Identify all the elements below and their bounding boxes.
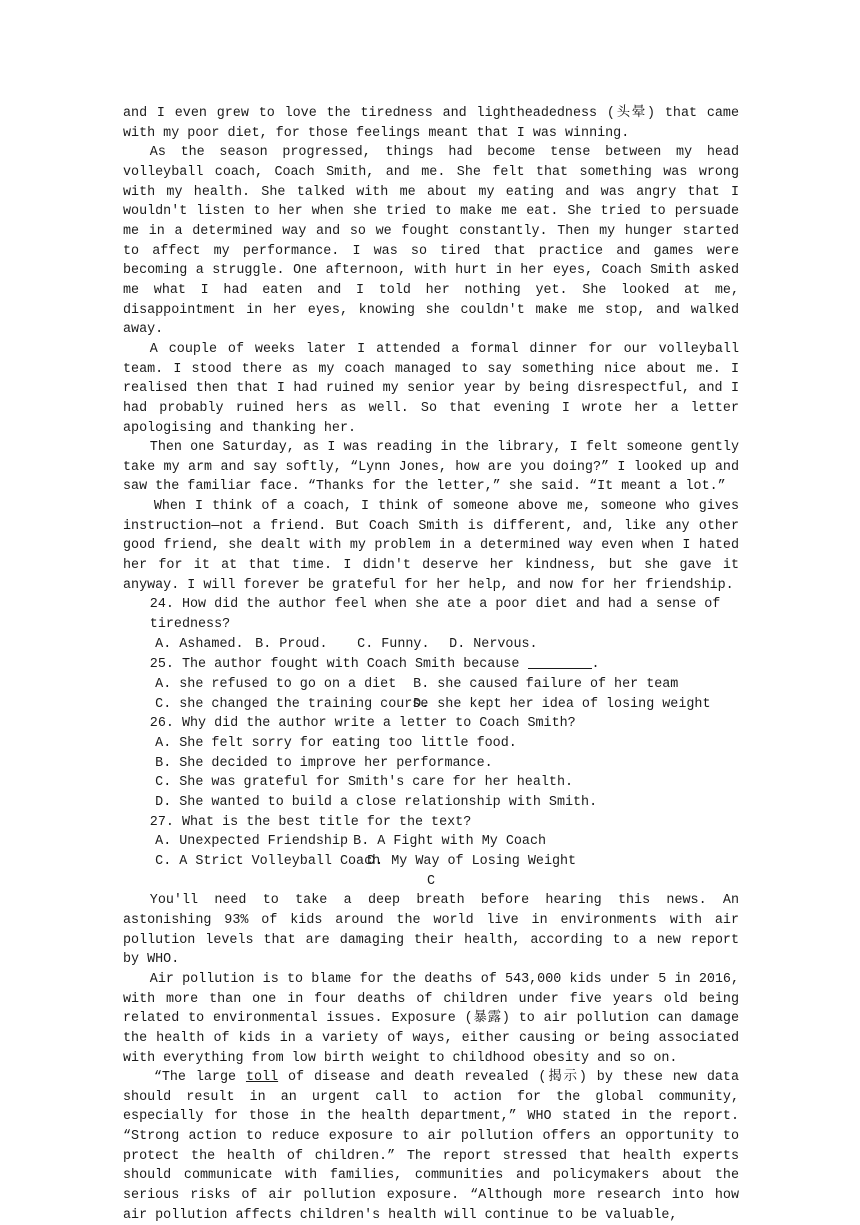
question-25-options-row-1 — [123, 675, 739, 695]
question-24-option-b[interactable]: B. Proud. — [255, 636, 328, 652]
question-24-option-a[interactable]: A. Ashamed. — [155, 636, 244, 652]
passage-b-paragraph-4: Then one Saturday, as I was reading in the library, I felt someone gently take my arm and say softly, “Lynn Jones, how are you doing?” I looked up and saw the familiar face. “Thanks for the letter,” she said. “It meant a lot.” — [123, 440, 739, 495]
question-25-stem — [123, 654, 739, 675]
passage-c-paragraph-3-rest: of disease and death revealed (揭示) by these new data should result in an urgent call to action for the global community, especially for those in the health department,” WHO stated in the report. “Strong action to reduce exposure to air pollution offers an opportunity to protect the health of children.” The report stressed that health experts should communicate with families, communities and policymakers about the serious risks of air pollution exposure. “Although more research into how air pollution affects children's health will continue to be valuable, — [123, 1070, 739, 1223]
passage-b-paragraph-2: As the season progressed, things had become tense between my head volleyball coach, Coach Smith, and me. She felt that something was wrong with my health. She talked with me about my eating and was angry that I wouldn't listen to her when she tried to make me eat. She tried to persuade me in a determined way and so we fought constantly. Then my hunger started to affect my performance. I was so tired that practice and games were becoming a struggle. One afternoon, with hurt in her eyes, Coach Smith asked me what I had eaten and I told her nothing yet. She looked at me, disappointment in her eyes, knowing she couldn't make me stop, and walked away. — [123, 145, 739, 338]
passage-c-paragraph-3-start: “The large — [153, 1070, 246, 1086]
question-25-stem-text: 25. The author fought with Coach Smith because — [149, 657, 520, 673]
passage-c-paragraph-2: Air pollution is to blame for the deaths of 543,000 kids under 5 in 2016, with more than one in four deaths of children under five years old being related to environmental issues. Exposure (暴露) to air pollution can damage the health of kids in a variety of ways, either causing or being associated with everything from low birth weight to childhood obesity and so on. — [123, 971, 739, 1066]
question-24-options — [123, 635, 739, 655]
passage-b-paragraph-1: and I even grew to love the tiredness and lightheadedness (头晕) that came with my poor diet, for those feelings meant that I was winning. — [123, 106, 739, 141]
question-27-options-row-1 — [123, 832, 739, 852]
question-27-stem: 27. What is the best title for the text? — [149, 814, 472, 830]
question-27-option-d[interactable]: D. My Way of Losing Weight — [367, 853, 577, 869]
question-26-stem: 26. Why did the author write a letter to Coach Smith? — [149, 716, 576, 732]
question-24-option-d[interactable]: D. Nervous. — [449, 636, 538, 652]
question-25-option-b[interactable]: B. she caused failure of her team — [413, 677, 679, 693]
question-26-option-a-row — [123, 734, 739, 754]
passage-c-paragraph-1: You'll need to take a deep breath before hearing this news. An astonishing 93% of kids around the world live in environments with air pollution levels that are damaging their health, according to a new report by WHO. — [123, 893, 739, 968]
underlined-word-toll: toll — [245, 1070, 279, 1086]
question-26-option-d-row — [123, 793, 739, 813]
passage-c-paragraph-3 — [123, 1068, 739, 1225]
question-27-option-b[interactable]: B. A Fight with My Coach — [353, 834, 547, 850]
question-27-option-c[interactable]: C. A Strict Volleyball Coach — [155, 853, 381, 869]
question-25-option-d[interactable]: D. she kept her idea of losing weight — [413, 696, 711, 712]
exam-text — [123, 104, 739, 1225]
question-26-option-b-row — [123, 754, 739, 774]
question-26-option-c[interactable]: C. She was grateful for Smith's care for her health. — [155, 775, 574, 791]
question-26-option-b[interactable]: B. She decided to improve her performance. — [155, 755, 493, 771]
question-26-option-a[interactable]: A. She felt sorry for eating too little food. — [155, 736, 517, 751]
passage-b-paragraph-3: A couple of weeks later I attended a formal dinner for our volleyball team. I stood there as my coach managed to say something nice about me. I realised then that I had ruined my senior year by being disrespectful, and I had probably ruined hers as well. So that evening I wrote her a letter apologising and thanking her. — [123, 341, 739, 436]
passage-b-paragraph-5: When I think of a coach, I think of someone above me, someone who gives instruction—not a friend. But Coach Smith is different, and, like any other good friend, she dealt with my problem in a determined way even when I hated her for it at that time. I didn't deserve her kindness, but she gave it anyway. I will forever be grateful for her help, and now for her friendship. — [123, 499, 739, 593]
question-25-options-row-2 — [123, 695, 739, 715]
answer-blank — [528, 654, 592, 669]
question-26-option-c-row — [123, 773, 739, 793]
question-26-option-d[interactable]: D. She wanted to build a close relationship with Smith. — [155, 794, 598, 810]
question-27-options-row-2 — [123, 852, 739, 872]
passage-c-heading: C — [426, 873, 436, 889]
question-24-stem: 24. How did the author feel when she ate a poor diet and had a sense of tiredness? — [149, 597, 721, 633]
question-27-option-a[interactable]: A. Unexpected Friendship — [155, 834, 349, 850]
question-25-option-a[interactable]: A. she refused to go on a diet — [155, 677, 397, 693]
question-24-option-c[interactable]: C. Funny. — [357, 636, 430, 652]
question-25-stem-end: . — [591, 657, 600, 673]
question-25-option-c[interactable]: C. she changed the training course — [155, 696, 429, 712]
